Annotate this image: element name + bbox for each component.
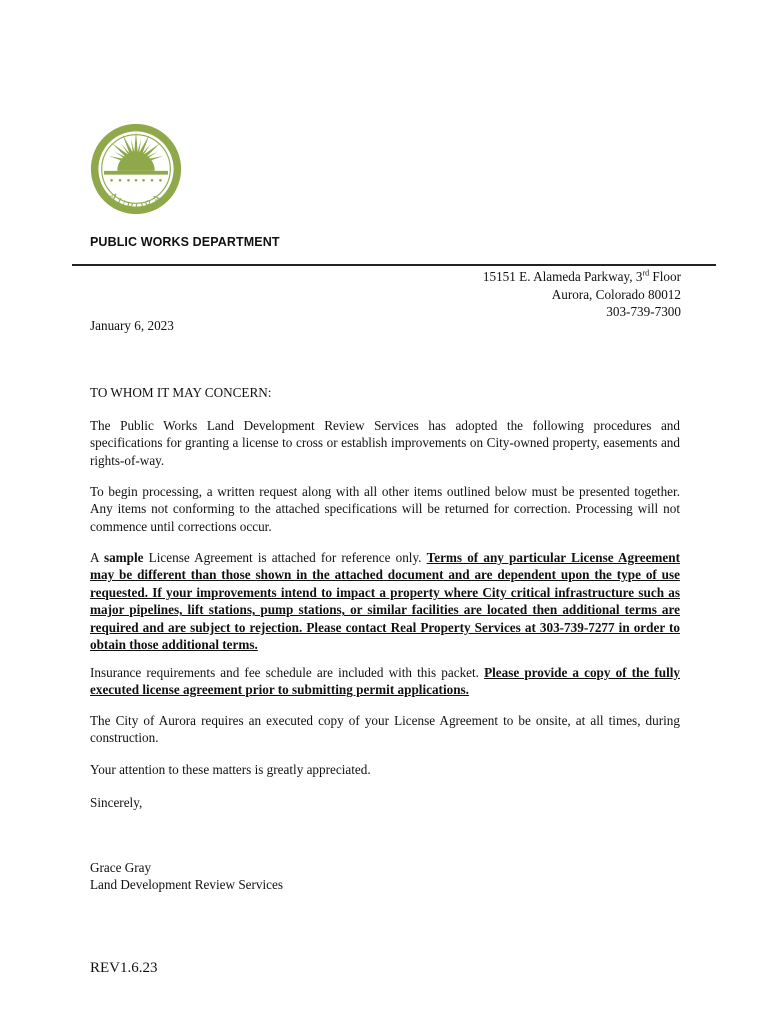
paragraph-onsite-copy: The City of Aurora requires an executed copy of your License Agreement to be onsite, at all times, during construction. bbox=[90, 713, 680, 746]
letter-date: January 6, 2023 bbox=[90, 318, 174, 333]
logo-text: AURORA bbox=[105, 190, 167, 214]
department-heading: PUBLIC WORKS DEPARTMENT bbox=[90, 235, 280, 249]
paragraph-processing: To begin processing, a written request along with all other items outlined below must be presented together. Any items not conforming to the attached specifications will be returned for correction. Processing will not commence until corrections occur. bbox=[90, 484, 680, 534]
executed-copy-notice: Please provide a copy of the fully executed license agreement prior to submitting permit applications. bbox=[90, 665, 680, 698]
aurora-seal-logo bbox=[89, 122, 183, 216]
address-city: Aurora, Colorado 80012 bbox=[551, 286, 681, 302]
paragraph-insurance: Insurance requirements and fee schedule are included with this packet. Please provide a copy of the fully executed license agreement prior to submitting permit applications. bbox=[90, 665, 680, 698]
paragraph-sample-agreement: A sample License Agreement is attached for reference only. Terms of any particular License Agreement may be different than those shown in the attached document and are dependent upon the type of use requested. If your improvements intend to impact a property where City critical infrastructure such as major pipelines, lift stations, pump stations, or similar facilities are located then additional terms are required and are subject to rejection. Please contact Real Property Services at 303-739-7277 in order to obtain those additional terms. bbox=[90, 550, 680, 653]
address-phone: 303-739-7300 bbox=[606, 304, 681, 319]
paragraph-procedures: The Public Works Land Development Review Services has adopted the following procedures and specifications for granting a license to cross or establish improvements on City-owned property, easements and rights-of-way. bbox=[90, 418, 680, 468]
signer-name: Grace Gray bbox=[90, 860, 152, 875]
signer-title: Land Development Review Services bbox=[90, 877, 283, 892]
revision-code: REV1.6.23 bbox=[90, 960, 158, 976]
salutation: TO WHOM IT MAY CONCERN: bbox=[90, 385, 272, 400]
paragraph-appreciation: Your attention to these matters is greatly appreciated. bbox=[90, 762, 371, 777]
header-rule bbox=[72, 264, 716, 266]
closing: Sincerely, bbox=[90, 795, 143, 810]
return-address bbox=[483, 268, 681, 321]
license-terms-notice: Terms of any particular License Agreement may be different than those shown in the attached document and are dependent upon the type of use requested. If your improvements intend to impact a property where City critical infrastructure such as major pipelines, lift stations, pump stations, or similar facilities are located then additional terms are required and are subject to rejection. Please contact Real Property Services at 303-739-7277 in order to obtain those additional terms. bbox=[90, 550, 680, 653]
address-street: 15151 E. Alameda Parkway, 3rd Floor bbox=[482, 268, 681, 284]
